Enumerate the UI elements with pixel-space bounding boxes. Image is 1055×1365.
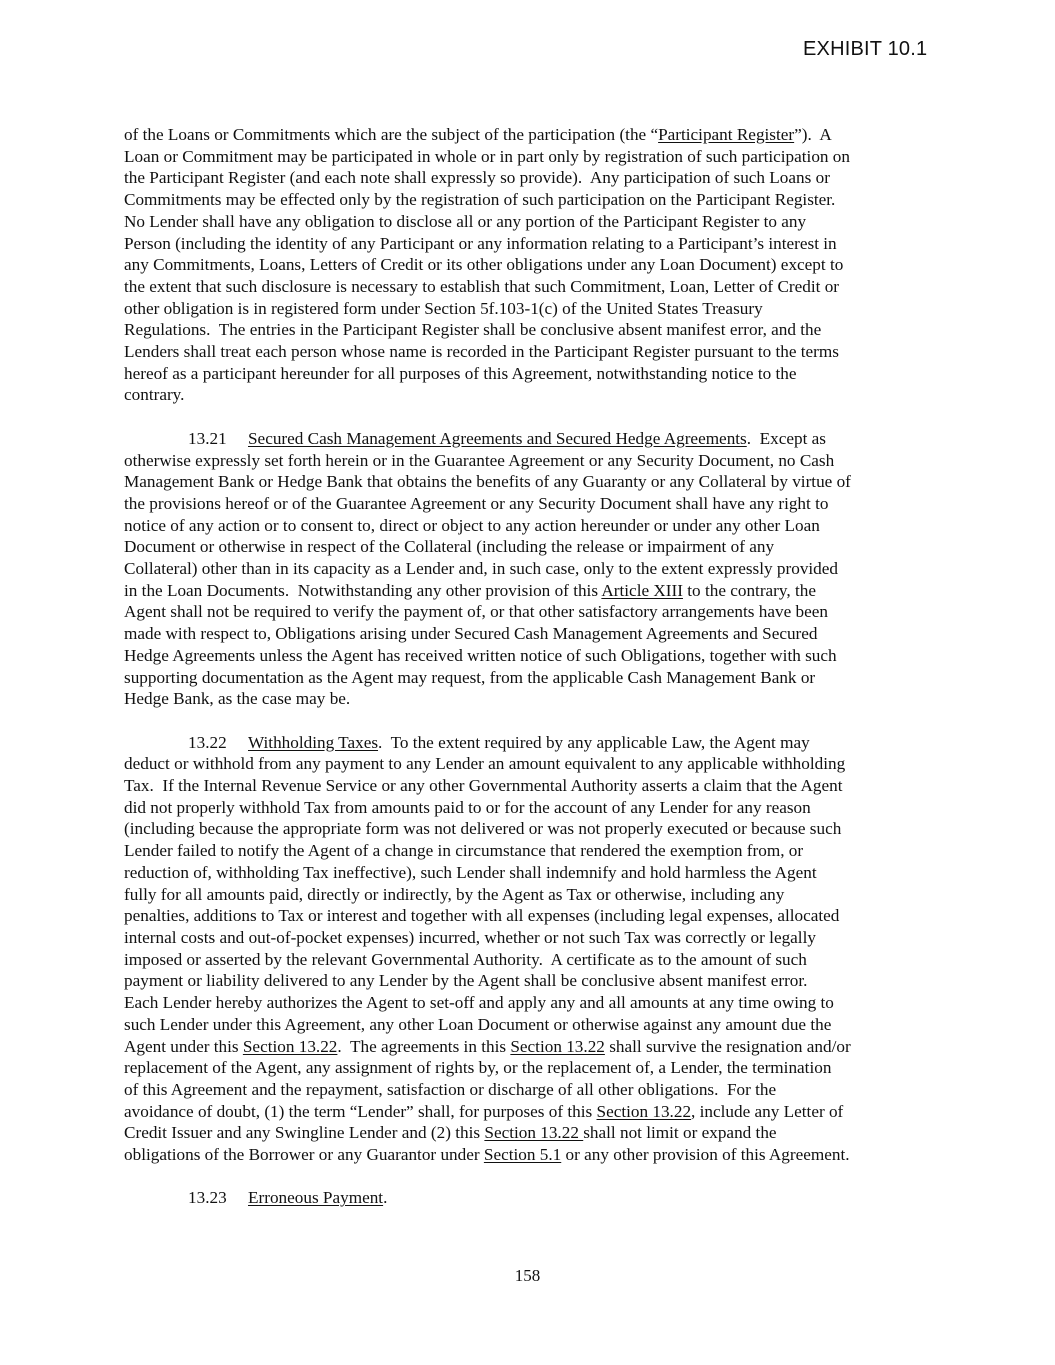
section-heading-line: 13.22 Withholding Taxes. To the extent required by any applicable Law, the Agent may <box>188 732 810 752</box>
text-line: Hedge Agreements unless the Agent has received written notice of such Obligations, together with such <box>124 645 837 665</box>
text-line: the Participant Register (and each note shall expressly so provide). Any participation of such Loans or <box>124 168 830 188</box>
text-line: Person (including the identity of any Participant or any information relating to a Participant’s interest in <box>124 233 837 253</box>
text-line: of the Loans or Commitments which are the subject of the participation (the “Participant Register”). A <box>124 125 832 144</box>
defined-term-participant-register: Participant Register <box>658 125 795 144</box>
text-line: Document or otherwise in respect of the Collateral (including the release or impairment of any <box>124 537 775 557</box>
text-line: penalties, additions to Tax or interest and together with all expenses (including legal expenses, allocated <box>124 906 840 926</box>
section-number: 13.22 <box>188 732 227 752</box>
section-title: Secured Cash Management Agreements and Secured Hedge Agreements <box>248 428 747 448</box>
cross-reference-section-13-22: Section 13.22 <box>596 1101 692 1121</box>
section-13-23 <box>124 1187 944 1209</box>
section-heading-line: 13.23 Erroneous Payment. <box>188 1188 388 1208</box>
section-13-21 <box>124 428 944 710</box>
text-line: Management Bank or Hedge Bank that obtains the benefits of any Guaranty or any Collateral by virtue of <box>124 472 851 492</box>
text-line: in the Loan Documents. Notwithstanding any other provision of this Article XIII to the contrary, the <box>124 580 816 600</box>
section-number: 13.23 <box>188 1188 227 1208</box>
text-line: any Commitments, Loans, Letters of Credit or its other obligations under any Loan Document) except to <box>124 255 844 275</box>
text-line: Hedge Bank, as the case may be. <box>124 689 351 709</box>
text-line: made with respect to, Obligations arising under Secured Cash Management Agreements and Secured <box>124 624 818 644</box>
cross-reference-section-5-1: Section 5.1 <box>483 1145 562 1165</box>
text-line: Lenders shall treat each person whose name is recorded in the Participant Register pursuant to the terms <box>124 342 839 362</box>
text-line: such Lender under this Agreement, any other Loan Document or otherwise against any amount due the <box>124 1014 832 1034</box>
section-heading-line: 13.21 Secured Cash Management Agreements and Secured Hedge Agreements. Except as <box>188 428 826 448</box>
text-line: other obligation is in registered form under Section 5f.103-1(c) of the United States Treasury <box>124 298 763 318</box>
cross-reference-article-xiii: Article XIII <box>601 580 683 600</box>
text-line: Regulations. The entries in the Participant Register shall be conclusive absent manifest error, and the <box>124 320 822 340</box>
text-line: reduction of, withholding Tax ineffective), such Lender shall indemnify and hold harmless the Agent <box>124 862 817 882</box>
text-line: imposed or asserted by the relevant Governmental Authority. A certificate as to the amount of such <box>124 949 807 969</box>
text-line: fully for all amounts paid, directly or indirectly, by the Agent as Tax or otherwise, including any <box>124 884 785 904</box>
text-line: Lender failed to notify the Agent of a change in circumstance that rendered the exemption from, or <box>124 841 804 861</box>
text-line: internal costs and out-of-pocket expenses) incurred, whether or not such Tax was correctly or legally <box>124 927 816 947</box>
text-line: hereof as a participant hereunder for all purposes of this Agreement, notwithstanding notice to the <box>124 363 797 383</box>
text-line: obligations of the Borrower or any Guarantor under Section 5.1 or any other provision of this Agreement. <box>124 1145 850 1165</box>
text-line: Agent shall not be required to verify the payment of, or that other satisfactory arrangements have been <box>124 602 828 622</box>
exhibit-label: EXHIBIT 10.1 <box>803 38 928 60</box>
page-number: 158 <box>514 1266 541 1285</box>
participant-register-paragraph <box>124 124 944 406</box>
text-line: Agent under this Section 13.22. The agreements in this Section 13.22 shall survive the resignation and/or <box>124 1036 851 1056</box>
text-line: the extent that such disclosure is necessary to establish that such Commitment, Loan, Letter of Credit or <box>124 276 840 296</box>
text-line: Credit Issuer and any Swingline Lender and (2) this Section 13.22 shall not limit or expand the <box>124 1123 777 1143</box>
section-13-22 <box>124 732 944 1166</box>
text-line: replacement of the Agent, any assignment of rights by, or the replacement of, a Lender, the termination <box>124 1058 832 1078</box>
text-line: Each Lender hereby authorizes the Agent to set-off and apply any and all amounts at any time owing to <box>124 993 834 1013</box>
document-body <box>124 124 944 1231</box>
text-line: the provisions hereof or of the Guarantee Agreement or any Security Document shall have any right to <box>124 493 829 513</box>
text-line: contrary. <box>124 385 185 405</box>
text-line: No Lender shall have any obligation to disclose all or any portion of the Participant Register to any <box>124 211 807 231</box>
section-title: Erroneous Payment <box>248 1188 384 1208</box>
text-line: otherwise expressly set forth herein or in the Guarantee Agreement or any Security Document, no Cash <box>124 450 835 470</box>
section-title: Withholding Taxes <box>248 732 379 752</box>
text-line: deduct or withhold from any payment to any Lender an amount equivalent to any applicable withholding <box>124 754 846 774</box>
text-line: supporting documentation as the Agent may request, from the applicable Cash Management Bank or <box>124 667 816 687</box>
text-line: (including because the appropriate form was not delivered or was not properly executed or because such <box>124 819 842 839</box>
text-line: avoidance of doubt, (1) the term “Lender” shall, for purposes of this Section 13.22, include any Letter of <box>124 1101 844 1121</box>
text-line: notice of any action or to consent to, direct or object to any action hereunder or under any other Loan <box>124 515 820 535</box>
text-line: Loan or Commitment may be participated in whole or in part only by registration of such participation on <box>124 146 850 166</box>
text-line: Collateral) other than in its capacity as a Lender and, in such case, only to the extent expressly provided <box>124 559 839 579</box>
text-line: did not properly withhold Tax from amounts paid to or for the account of any Lender for any reason <box>124 797 811 817</box>
cross-reference-section-13-22: Section 13.22 <box>484 1123 584 1143</box>
text-line: Tax. If the Internal Revenue Service or any other Governmental Authority asserts a claim that the Agent <box>124 776 843 796</box>
text-line: payment or liability delivered to any Lender by the Agent shall be conclusive absent manifest error. <box>124 971 808 991</box>
text-line: of this Agreement and the repayment, satisfaction or discharge of all other obligations. For the <box>124 1079 777 1099</box>
cross-reference-section-13-22: Section 13.22 <box>510 1036 605 1056</box>
section-number: 13.21 <box>188 428 227 448</box>
text-line: Commitments may be effected only by the registration of such participation on the Participant Register. <box>124 190 836 210</box>
cross-reference-section-13-22: Section 13.22 <box>242 1036 338 1056</box>
